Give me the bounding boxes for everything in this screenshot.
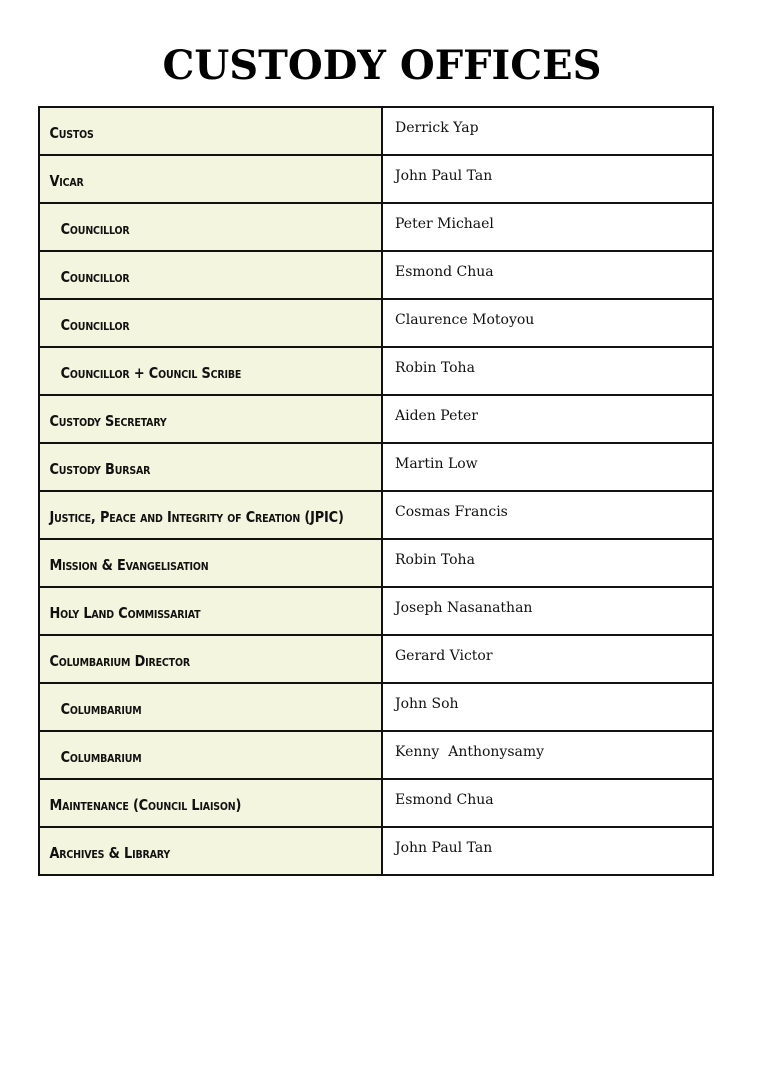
office-cell — [39, 683, 382, 731]
holder-name: Peter Michael — [395, 216, 494, 232]
office-label: Holy Land Commissariat — [49, 604, 201, 622]
holder-cell — [382, 299, 713, 347]
office-label: Custody Bursar — [49, 460, 151, 478]
holder-name: Robin Toha — [395, 552, 475, 568]
holder-cell — [382, 443, 713, 491]
office-label: Custos — [49, 124, 94, 142]
table-row — [39, 635, 713, 683]
table-row — [39, 155, 713, 203]
office-cell — [39, 347, 382, 395]
holder-cell — [382, 203, 713, 251]
office-cell — [39, 635, 382, 683]
table-row — [39, 347, 713, 395]
holder-cell — [382, 347, 713, 395]
office-label: Councillor — [60, 220, 130, 238]
holder-name: Aiden Peter — [395, 408, 478, 424]
table-row — [39, 731, 713, 779]
office-cell — [39, 443, 382, 491]
office-cell — [39, 587, 382, 635]
holder-name: John Paul Tan — [395, 168, 493, 184]
office-label: Custody Secretary — [49, 412, 167, 430]
holder-name: Robin Toha — [395, 360, 475, 376]
holder-name: Esmond Chua — [395, 792, 494, 808]
holder-name: Martin Low — [395, 456, 478, 472]
table-row — [39, 587, 713, 635]
page-title: CUSTODY OFFICES — [162, 42, 602, 89]
holder-name: Cosmas Francis — [395, 504, 508, 520]
office-label: Mission & Evangelisation — [49, 556, 209, 574]
office-label: Maintenance (Council Liaison) — [49, 796, 242, 814]
table-row — [39, 539, 713, 587]
table-row — [39, 779, 713, 827]
table-row — [39, 443, 713, 491]
table-row — [39, 299, 713, 347]
holder-cell — [382, 491, 713, 539]
office-label: Columbarium — [60, 748, 142, 766]
holder-cell — [382, 779, 713, 827]
holder-cell — [382, 395, 713, 443]
holder-cell — [382, 155, 713, 203]
holder-cell — [382, 587, 713, 635]
offices-table — [38, 106, 714, 876]
table-row — [39, 827, 713, 875]
office-cell — [39, 731, 382, 779]
holder-cell — [382, 635, 713, 683]
office-label: Columbarium Director — [49, 652, 190, 670]
holder-name: John Soh — [395, 696, 459, 712]
office-cell — [39, 539, 382, 587]
office-cell — [39, 203, 382, 251]
office-cell — [39, 779, 382, 827]
office-label: Columbarium — [60, 700, 142, 718]
office-cell — [39, 107, 382, 155]
holder-cell — [382, 539, 713, 587]
office-label: Justice, Peace and Integrity of Creation (JPIC) — [49, 508, 344, 526]
office-cell — [39, 827, 382, 875]
holder-cell — [382, 731, 713, 779]
office-label: Councillor — [60, 268, 130, 286]
holder-cell — [382, 251, 713, 299]
office-label: Councillor + Council Scribe — [60, 364, 242, 382]
table-row — [39, 251, 713, 299]
table-row — [39, 683, 713, 731]
holder-name: Joseph Nasanathan — [395, 600, 533, 616]
holder-name: Claurence Motoyou — [395, 312, 535, 328]
office-cell — [39, 155, 382, 203]
holder-cell — [382, 107, 713, 155]
office-cell — [39, 491, 382, 539]
holder-name: John Paul Tan — [395, 840, 493, 856]
holder-name: Gerard Victor — [395, 648, 493, 664]
office-cell — [39, 395, 382, 443]
holder-name: Derrick Yap — [395, 120, 479, 136]
office-label: Archives & Library — [49, 844, 171, 862]
office-label: Vicar — [49, 172, 84, 190]
holder-name: Kenny Anthonysamy — [395, 744, 545, 760]
table-row — [39, 491, 713, 539]
holder-cell — [382, 683, 713, 731]
table-row — [39, 395, 713, 443]
office-label: Councillor — [60, 316, 130, 334]
table-row — [39, 107, 713, 155]
holder-name: Esmond Chua — [395, 264, 494, 280]
table-row — [39, 203, 713, 251]
office-cell — [39, 299, 382, 347]
holder-cell — [382, 827, 713, 875]
office-cell — [39, 251, 382, 299]
